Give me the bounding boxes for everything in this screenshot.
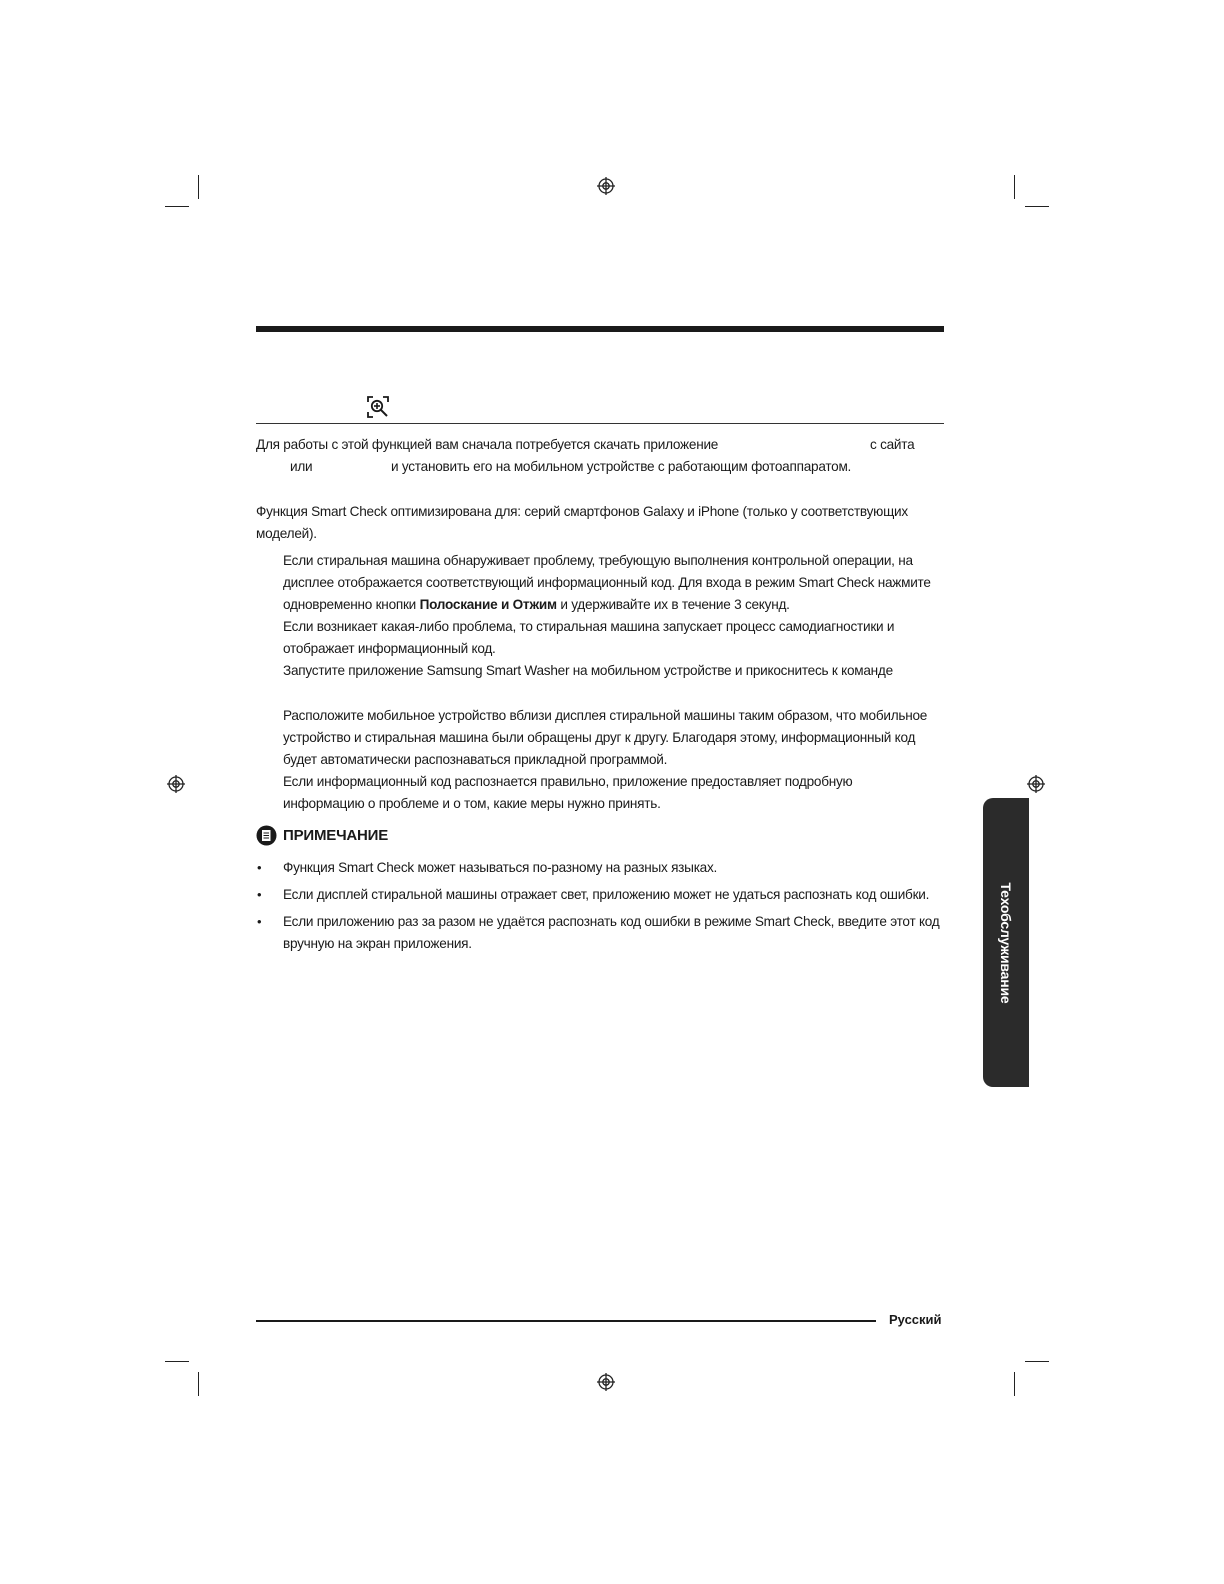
bullet-marker: • <box>257 914 262 929</box>
intro-line-2a: или <box>290 459 313 474</box>
registration-mark-icon <box>1027 775 1045 793</box>
bullet-marker: • <box>257 887 262 902</box>
crop-mark <box>165 206 189 207</box>
section-rule <box>256 423 944 424</box>
step-1-text-end: и удерживайте их в течение 3 секунд. <box>556 597 790 612</box>
registration-mark-icon <box>167 775 185 793</box>
crop-mark <box>1025 1361 1049 1362</box>
footer-language: Русский <box>889 1312 942 1327</box>
note-bullet-3-line-1: Если приложению раз за разом не удаётся распознать код ошибки в режиме Smart Check, введите этот код <box>283 914 940 929</box>
intro-line-1b: с сайта <box>870 437 915 452</box>
step-3-line-1: Запустите приложение Samsung Smart Washer на мобильном устройстве и прикоснитесь к команде <box>283 663 893 678</box>
rinse-button-label: Полоскание <box>419 597 498 612</box>
note-bullet-3-line-2: вручную на экран приложения. <box>283 936 472 951</box>
spin-button-label: Отжим <box>512 597 557 612</box>
side-tab-label: Техобслуживание <box>998 882 1014 1003</box>
step-4-line-1: Расположите мобильное устройство вблизи дисплея стиральной машины таким образом, что мобильное <box>283 708 928 723</box>
step-4-line-2: устройство и стиральная машина были обращены друг к другу. Благодаря этому, информационный код <box>283 730 916 745</box>
optimized-line-2: моделей). <box>256 526 317 541</box>
crop-mark <box>1014 175 1015 199</box>
crop-mark <box>198 175 199 199</box>
step-1-text: одновременно кнопки <box>283 597 420 612</box>
registration-mark-icon <box>597 1373 615 1391</box>
step-2-line-1: Если возникает какая-либо проблема, то стиральная машина запускает процесс самодиагностики и <box>283 619 895 634</box>
note-bullet-1: Функция Smart Check может называться по-разному на разных языках. <box>283 860 718 875</box>
intro-line-2b: и установить его на мобильном устройстве с работающим фотоаппаратом. <box>391 459 852 474</box>
intro-line-1a: Для работы с этой функцией вам сначала потребуется скачать приложение <box>256 437 719 452</box>
section-side-tab <box>983 798 1029 1087</box>
optimized-line-1: Функция Smart Check оптимизирована для: серий смартфонов Galaxy и iPhone (только у соответствующих <box>256 504 908 519</box>
note-title: ПРИМЕЧАНИЕ <box>283 827 389 844</box>
note-icon <box>256 825 277 846</box>
crop-mark <box>1025 206 1049 207</box>
step-4-line-3: будет автоматически распознаваться прикладной программой. <box>283 752 668 767</box>
section-top-rule <box>256 326 944 332</box>
bullet-marker: • <box>257 860 262 875</box>
note-bullet-2: Если дисплей стиральной машины отражает свет, приложению может не удаться распознать код ошибки. <box>283 887 930 902</box>
step-2-line-2: отображает информационный код. <box>283 641 496 656</box>
registration-mark-icon <box>597 177 615 195</box>
step-1-line-3 <box>283 594 790 616</box>
crop-mark <box>198 1372 199 1396</box>
and-word: и <box>497 597 513 612</box>
step-1-line-2: дисплее отображается соответствующий информационный код. Для входа в режим Smart Check нажмите <box>283 575 931 590</box>
step-5-line-1: Если информационный код распознается правильно, приложение предоставляет подробную <box>283 774 853 789</box>
crop-mark <box>1014 1372 1015 1396</box>
footer-rule <box>256 1320 876 1322</box>
step-5-line-2: информацию о проблеме и о том, какие меры нужно принять. <box>283 796 661 811</box>
crop-mark <box>165 1361 189 1362</box>
smart-check-icon <box>366 395 390 419</box>
step-1-line-1: Если стиральная машина обнаруживает проблему, требующую выполнения контрольной операции, на <box>283 553 913 568</box>
